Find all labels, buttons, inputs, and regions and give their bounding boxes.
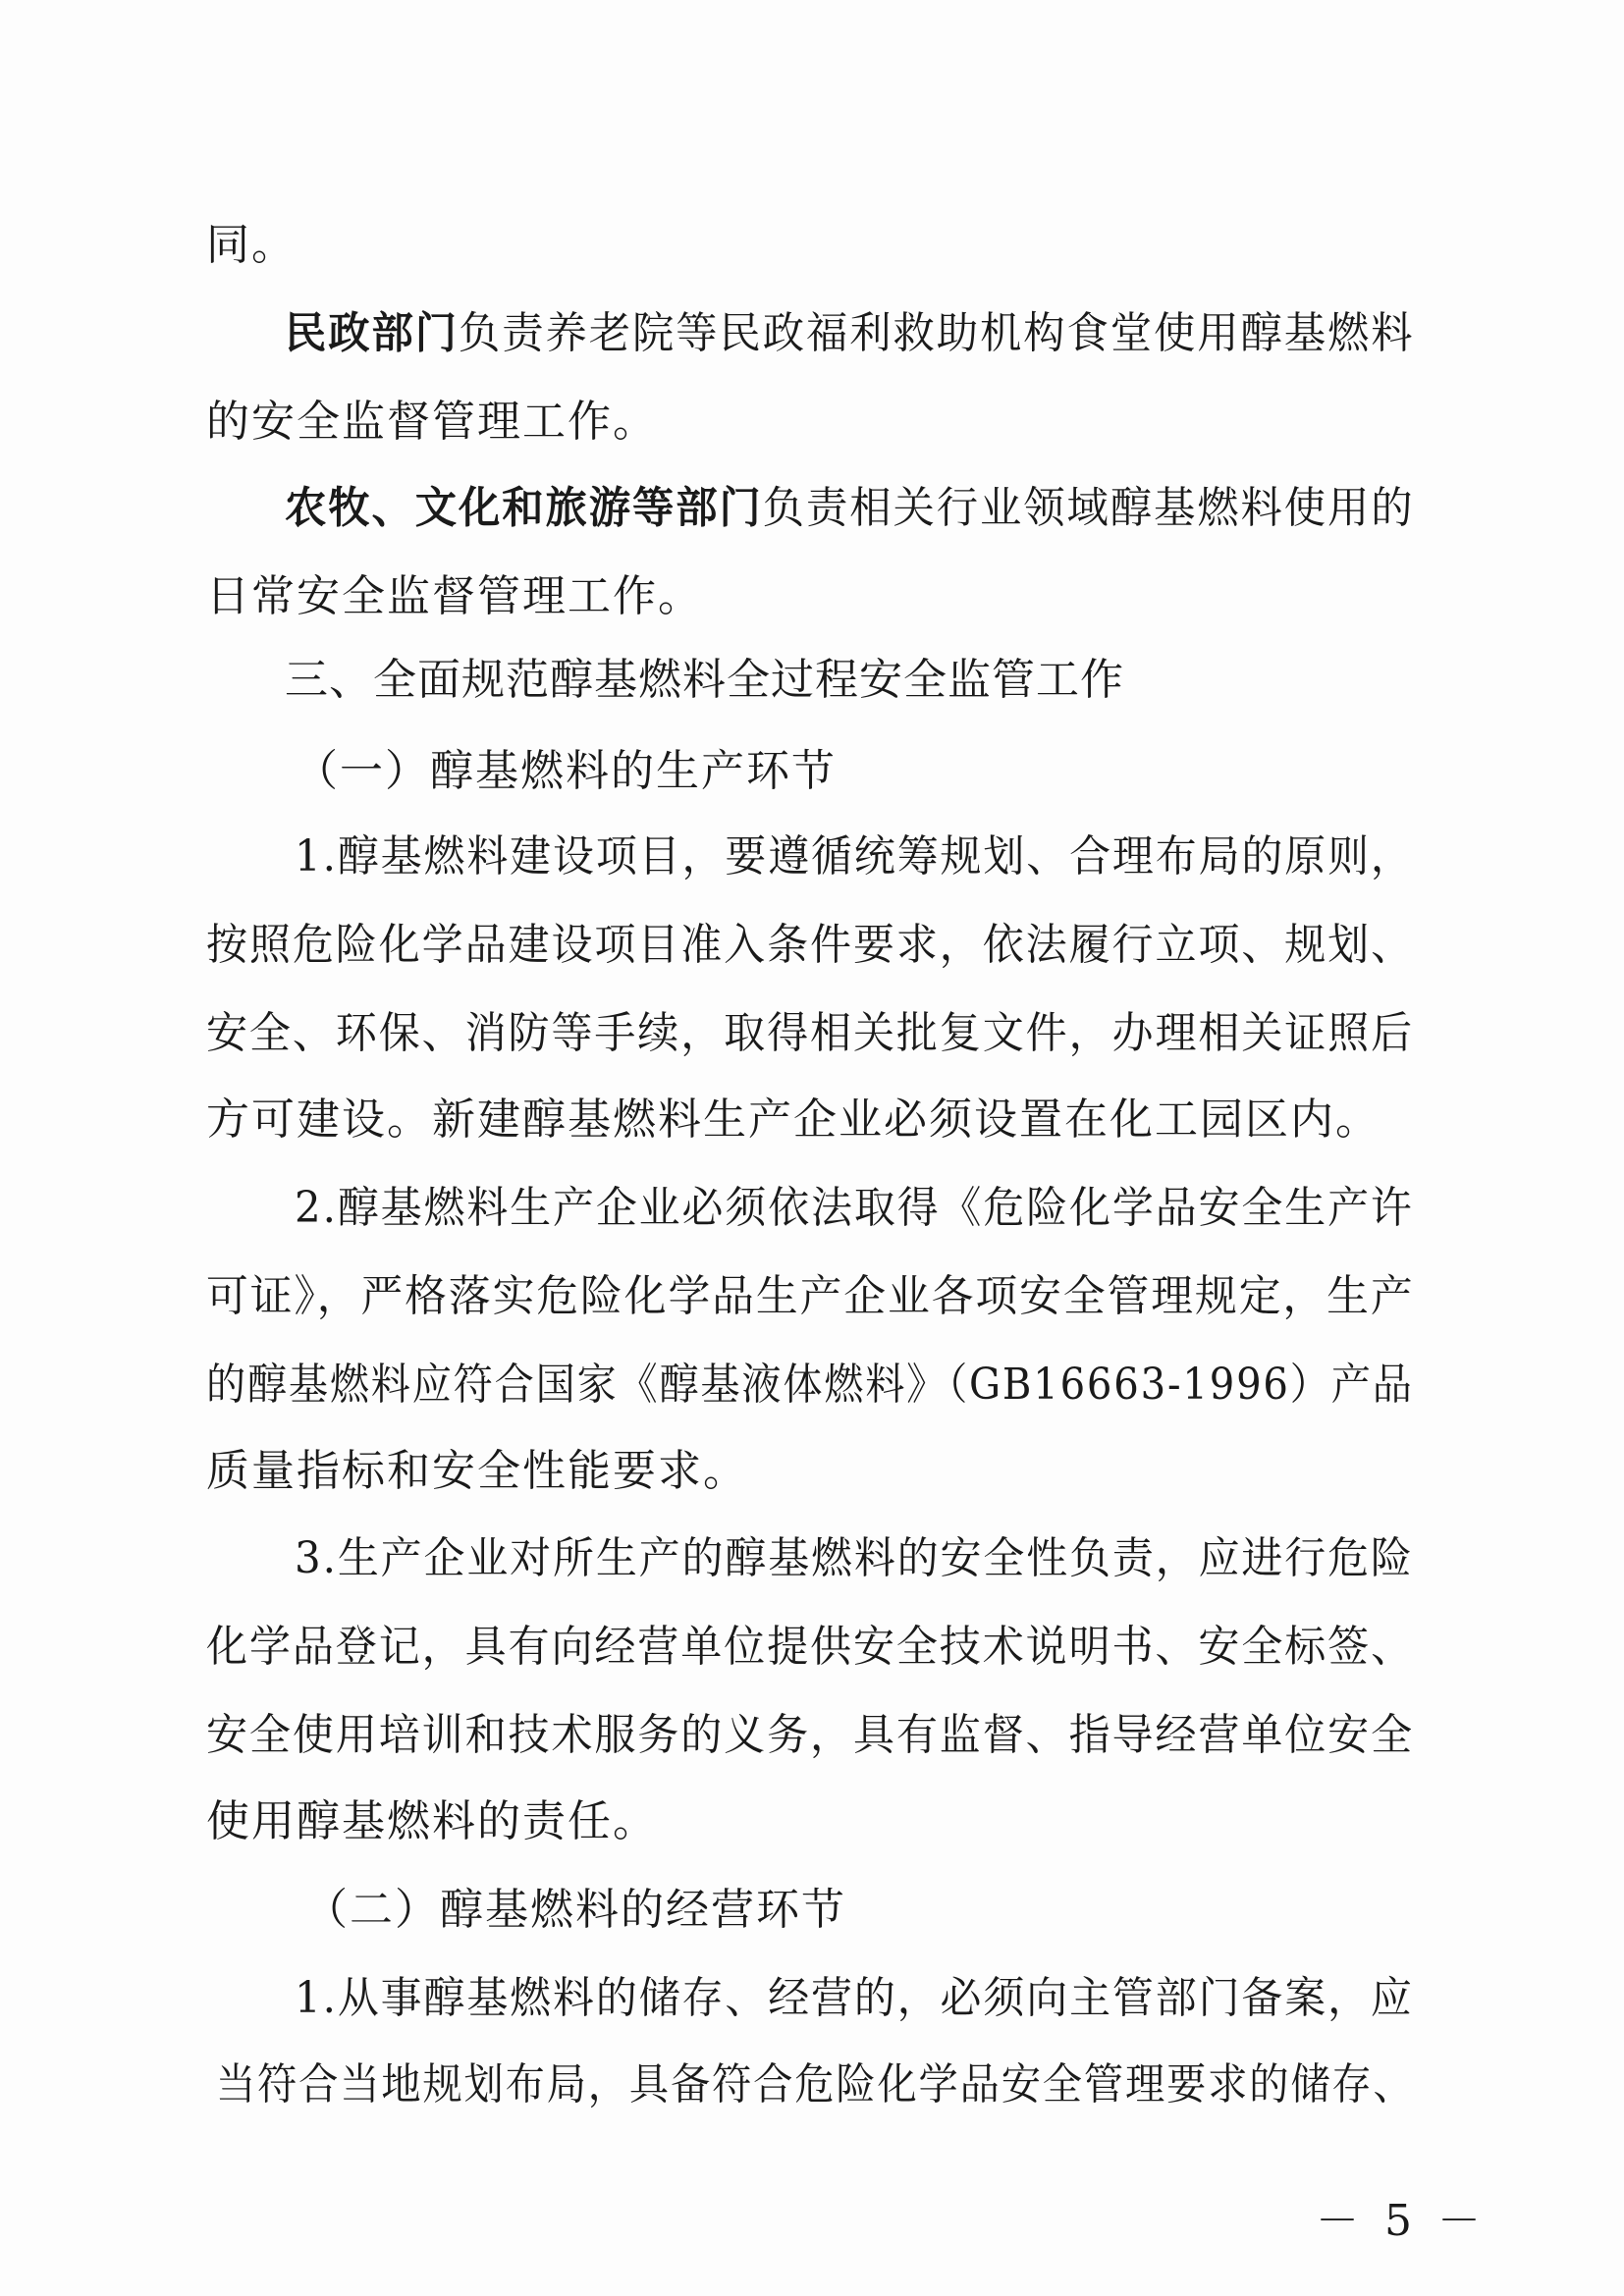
- line-text: 负责养老院等民政福利救助机构食堂使用醇基燃料: [459, 308, 1415, 358]
- subsection-heading-2: [304, 1883, 846, 1938]
- line-text: 质量指标和安全性能要求。: [206, 1446, 748, 1496]
- paragraph-line-22: [216, 2057, 1415, 2112]
- paragraph-line-8: [295, 829, 1414, 884]
- line-text: 按照危险化学品建设项目准入条件要求，依法履行立项、规划、: [206, 920, 1415, 970]
- paragraph-line-2: [285, 306, 1415, 361]
- line-text: 的安全监督管理工作。: [206, 397, 658, 447]
- line-text: 同。: [206, 220, 297, 270]
- line-text: 安全使用培训和技术服务的义务，具有监督、指导经营单位安全: [206, 1710, 1415, 1760]
- subsection-heading-1: [295, 744, 837, 799]
- line-text: 1.从事醇基燃料的储存、经营的，必须向主管部门备案，应: [295, 1973, 1414, 2023]
- heading-text: 三、全面规范醇基燃料全过程安全监管工作: [285, 655, 1124, 705]
- section-heading-3: [285, 653, 1124, 708]
- paragraph-line-11: [206, 1093, 1380, 1148]
- paragraph-line-19: [206, 1794, 658, 1849]
- line-text: 3.生产企业对所生产的醇基燃料的安全性负责，应进行危险: [295, 1533, 1414, 1583]
- line-text: 安全、环保、消防等手续，取得相关批复文件，办理相关证照后: [206, 1008, 1415, 1058]
- line-text: 化学品登记，具有向经营单位提供安全技术说明书、安全标签、: [206, 1622, 1415, 1672]
- paragraph-line-13: [206, 1269, 1415, 1324]
- department-label-agriculture-culture-tourism: 农牧、文化和旅游等部门: [285, 483, 763, 533]
- heading-text: （一）醇基燃料的生产环节: [295, 746, 837, 796]
- paragraph-line-21: [295, 1971, 1414, 2026]
- line-text: 的醇基燃料应符合国家《醇基液体燃料》（GB16663-1996）产品: [206, 1360, 1414, 1410]
- line-text: 1.醇基燃料建设项目，要遵循统筹规划、合理布局的原则，: [295, 831, 1414, 881]
- paragraph-line-1: [206, 218, 297, 273]
- paragraph-line-16: [295, 1531, 1414, 1586]
- paragraph-line-12: [295, 1181, 1414, 1236]
- heading-text: （二）醇基燃料的经营环节: [304, 1885, 846, 1935]
- paragraph-line-17: [206, 1620, 1414, 1675]
- line-text: 使用醇基燃料的责任。: [206, 1796, 658, 1846]
- paragraph-line-10: [206, 1006, 1414, 1061]
- department-label-civil-affairs: 民政部门: [285, 308, 460, 358]
- line-text: 2.醇基燃料生产企业必须依法取得《危险化学品安全生产许: [295, 1183, 1414, 1233]
- line-text: 当符合当地规划布局，具备符合危险化学品安全管理要求的储存、: [216, 2059, 1415, 2109]
- paragraph-line-9: [206, 918, 1414, 973]
- line-text: 负责相关行业领域醇基燃料使用的: [762, 483, 1415, 533]
- paragraph-line-15: [206, 1444, 748, 1499]
- paragraph-line-14: [206, 1358, 1414, 1413]
- paragraph-line-18: [206, 1708, 1414, 1763]
- line-text: 可证》，严格落实危险化学品生产企业各项安全管理规定，生产: [206, 1271, 1415, 1321]
- paragraph-line-5: [206, 569, 703, 624]
- paragraph-line-3: [206, 395, 658, 450]
- line-text: 方可建设。新建醇基燃料生产企业必须设置在化工园区内。: [206, 1095, 1380, 1145]
- line-text: 日常安全监督管理工作。: [206, 571, 703, 621]
- paragraph-line-4: [285, 481, 1415, 536]
- page-number: － 5 －: [1316, 2196, 1487, 2246]
